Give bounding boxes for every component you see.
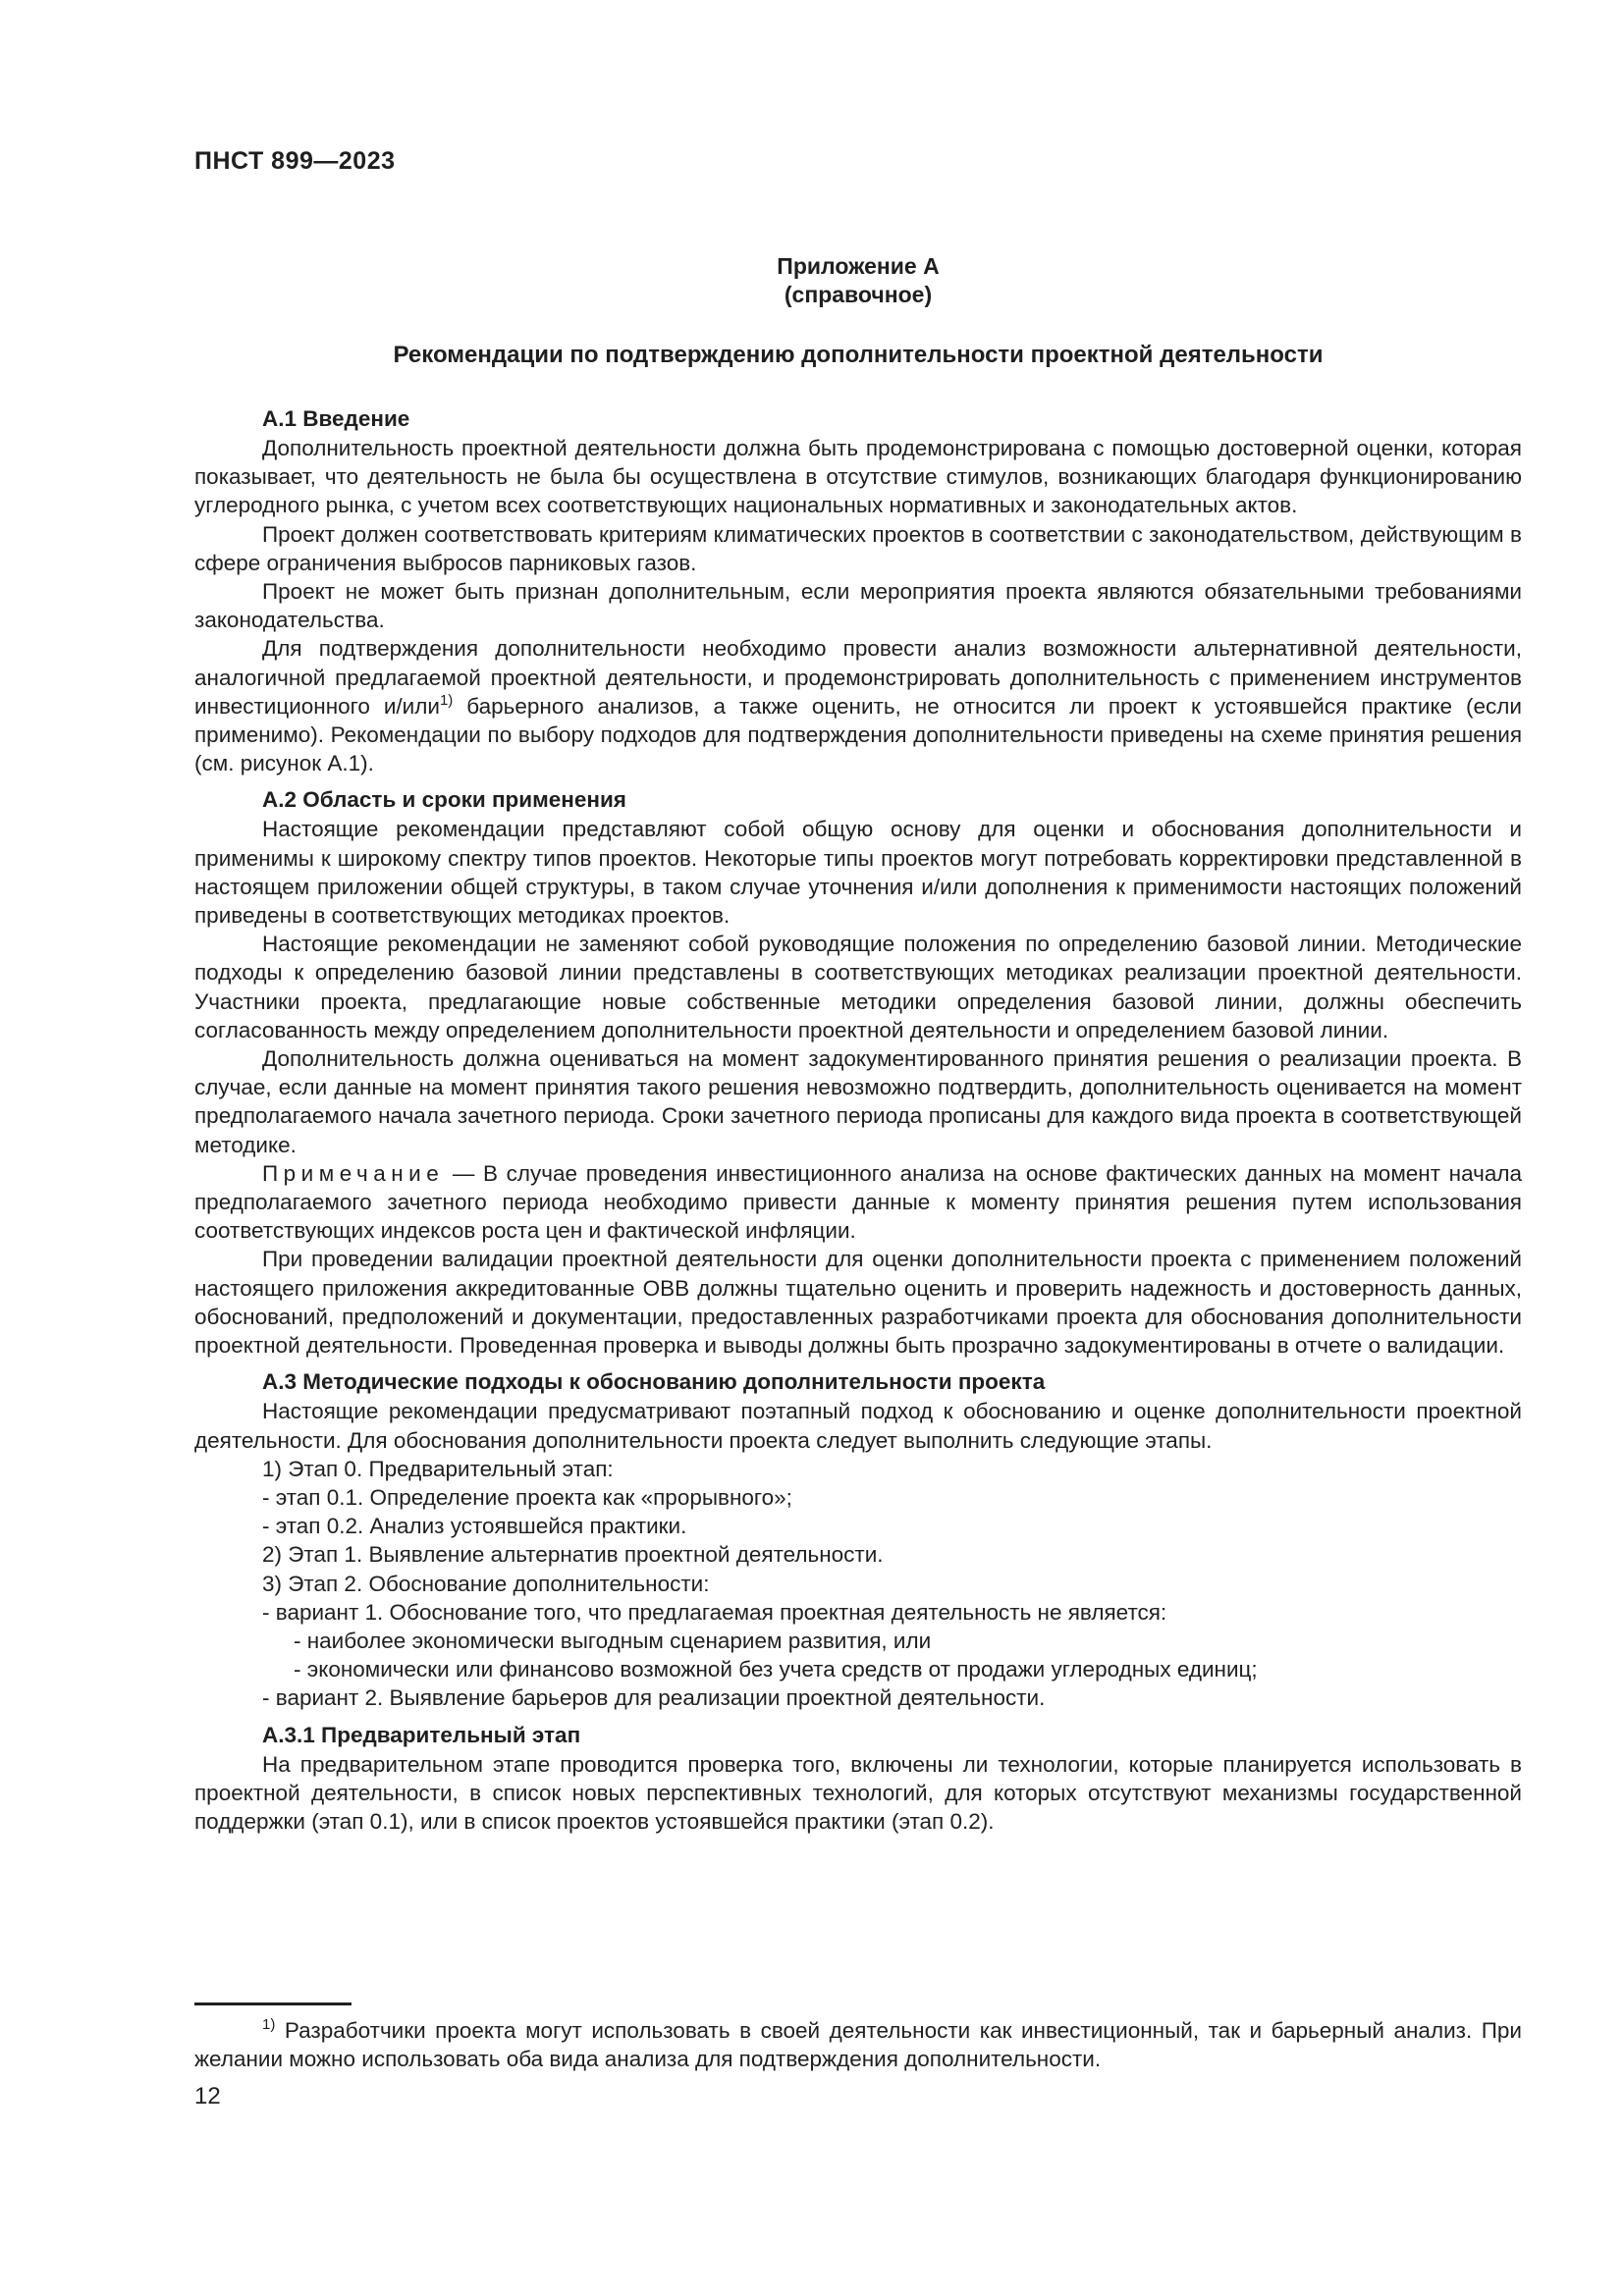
list-item: 1) Этап 0. Предварительный этап: [262,1456,614,1481]
list-item: - экономически или финансово возможной без учета средств от продажи углеродных единиц; [294,1657,1258,1682]
paragraph: При проведении валидации проектной деятельности для оценки дополнительности проекта с применением положений настоящего приложения аккредитованные ОВВ должны тщательно оценить и проверить надежность и достоверность данных, обоснований, предположений и документации, предоставленных разработчиками проекта для обоснования дополнительности проектной деятельности. Проведенная проверка и выводы должны быть прозрачно задокументированы в отчете о валидации. [194,1247,1522,1359]
paragraph [194,634,1522,777]
list-item: - этап 0.1. Определение проекта как «прорывного»; [262,1484,792,1510]
paragraph: Дополнительность должна оцениваться на момент задокументированного принятия решения о реализации проекта. В случае, если данные на момент принятия такого решения невозможно подтвердить, дополнительность оценивается на момент предполагаемого начала зачетного периода. Сроки зачетного периода прописаны для каждого вида проекта в соответствующей методике. [194,1046,1522,1157]
section-heading: А.3 Методические подходы к обоснованию дополнительности проекта [262,1369,1046,1395]
paragraph: Дополнительность проектной деятельности должна быть продемонстрирована с помощью достоверной оценки, которая показывает, что деятельность не была бы осуществлена в отсутствие стимулов, возникающих благодаря функционированию углеродного рынка, с учетом всех соответствующих национальных нормативных и законодательных актов. [194,436,1522,518]
paragraph: Проект не может быть признан дополнительным, если мероприятия проекта являются обязательными требованиями законодательства. [194,579,1522,633]
annex-title: Рекомендации по подтверждению дополнительности проектной деятельности [393,342,1324,368]
paragraph-text: Для подтверждения дополнительности необходимо провести анализ возможности альтернативной деятельности, аналогичной предлагаемой проектной деятельности, и продемонстрировать дополнительность с применением инструментов инвестиционного и/или [194,636,1522,719]
paragraph: Проект должен соответствовать критериям климатических проектов в соответствии с законодательством, действующим в сфере ограничения выбросов парниковых газов. [194,521,1522,575]
paragraph: Настоящие рекомендации представляют собой общую основу для оценки и обоснования дополнительности и применимы к широкому спектру типов проектов. Некоторые типы проектов могут потребовать корректировки представленной в настоящем приложении общей структуры, в таком случае уточнения и/или дополнения к применимости настоящих положений приведены в соответствующих методиках проектов. [194,817,1522,929]
paragraph: Настоящие рекомендации не заменяют собой руководящие положения по определению базовой линии. Методические подходы к определению базовой линии представлены в соответствующих методиках реализации проектной деятельности. Участники проекта, предлагающие новые собственные методики определения базовой линии, должны обеспечить согласованность между определением дополнительности проектной деятельности и определением базовой линии. [194,932,1522,1042]
list-item: - этап 0.2. Анализ устоявшейся практики. [262,1514,687,1539]
footnote [194,2016,1522,2073]
list-item: 2) Этап 1. Выявление альтернатив проектной деятельности. [262,1542,884,1568]
section-a31 [194,1721,1522,1837]
standard-code: ПНСТ 899—2023 [194,147,396,175]
paragraph-text: барьерного анализов, а также оценить, не относится ли проект к устоявшейся практике (если применимо). Рекомендации по выбору подходов для подтверждения дополнительности приведены на схеме принятия решения (см. рисунок А.1). [194,693,1522,776]
footnote-reference[interactable]: 1) [439,691,454,709]
section-a3 [194,1367,1522,1712]
note [194,1159,1522,1246]
section-a1 [194,404,1522,777]
section-heading: А.2 Область и сроки применения [262,787,626,813]
annex-label: Приложение А [777,253,940,279]
footnote-divider [194,2002,352,2005]
annex-type: (справочное) [784,282,933,307]
paragraph: Настоящие рекомендации предусматривают поэтапный подход к обоснованию и оценке дополнительности проектной деятельности. Для обоснования дополнительности проекта следует выполнить следующие этапы. [194,1399,1522,1453]
section-heading: А.3.1 Предварительный этап [262,1722,581,1747]
annex-heading [194,252,1522,309]
footnote-text: Разработчики проекта могут использовать в своей деятельности как инвестиционный, так и барьерный анализ. При желании можно использовать оба вида анализа для подтверждения дополнительности. [194,2018,1522,2072]
list-item: - вариант 2. Выявление барьеров для реализации проектной деятельности. [262,1685,1046,1711]
note-text: — В случае проведения инвестиционного анализа на основе фактических данных на момент начала предполагаемого зачетного периода необходимо привести данные к моменту принятия решения путем использования соответствующих индексов роста цен и фактической инфляции. [194,1160,1522,1244]
list-item: - наиболее экономически выгодным сценарием развития, или [294,1628,932,1653]
footnote-marker: 1) [262,2016,276,2033]
page-content [194,147,1522,1843]
list-item: 3) Этап 2. Обоснование дополнительности: [262,1571,710,1596]
page-number: 12 [194,2083,221,2109]
section-a2 [194,785,1522,1360]
note-label: Примечание [262,1160,445,1186]
paragraph: На предварительном этапе проводится проверка того, включены ли технологии, которые планируется использовать в проектной деятельности, в список новых перспективных технологий, для которых отсутствуют механизмы государственной поддержки (этап 0.1), или в список проектов устоявшейся практики (этап 0.2). [194,1751,1522,1834]
list-item: - вариант 1. Обоснование того, что предлагаемая проектная деятельность не является: [262,1599,1167,1625]
section-heading: А.1 Введение [262,406,410,431]
